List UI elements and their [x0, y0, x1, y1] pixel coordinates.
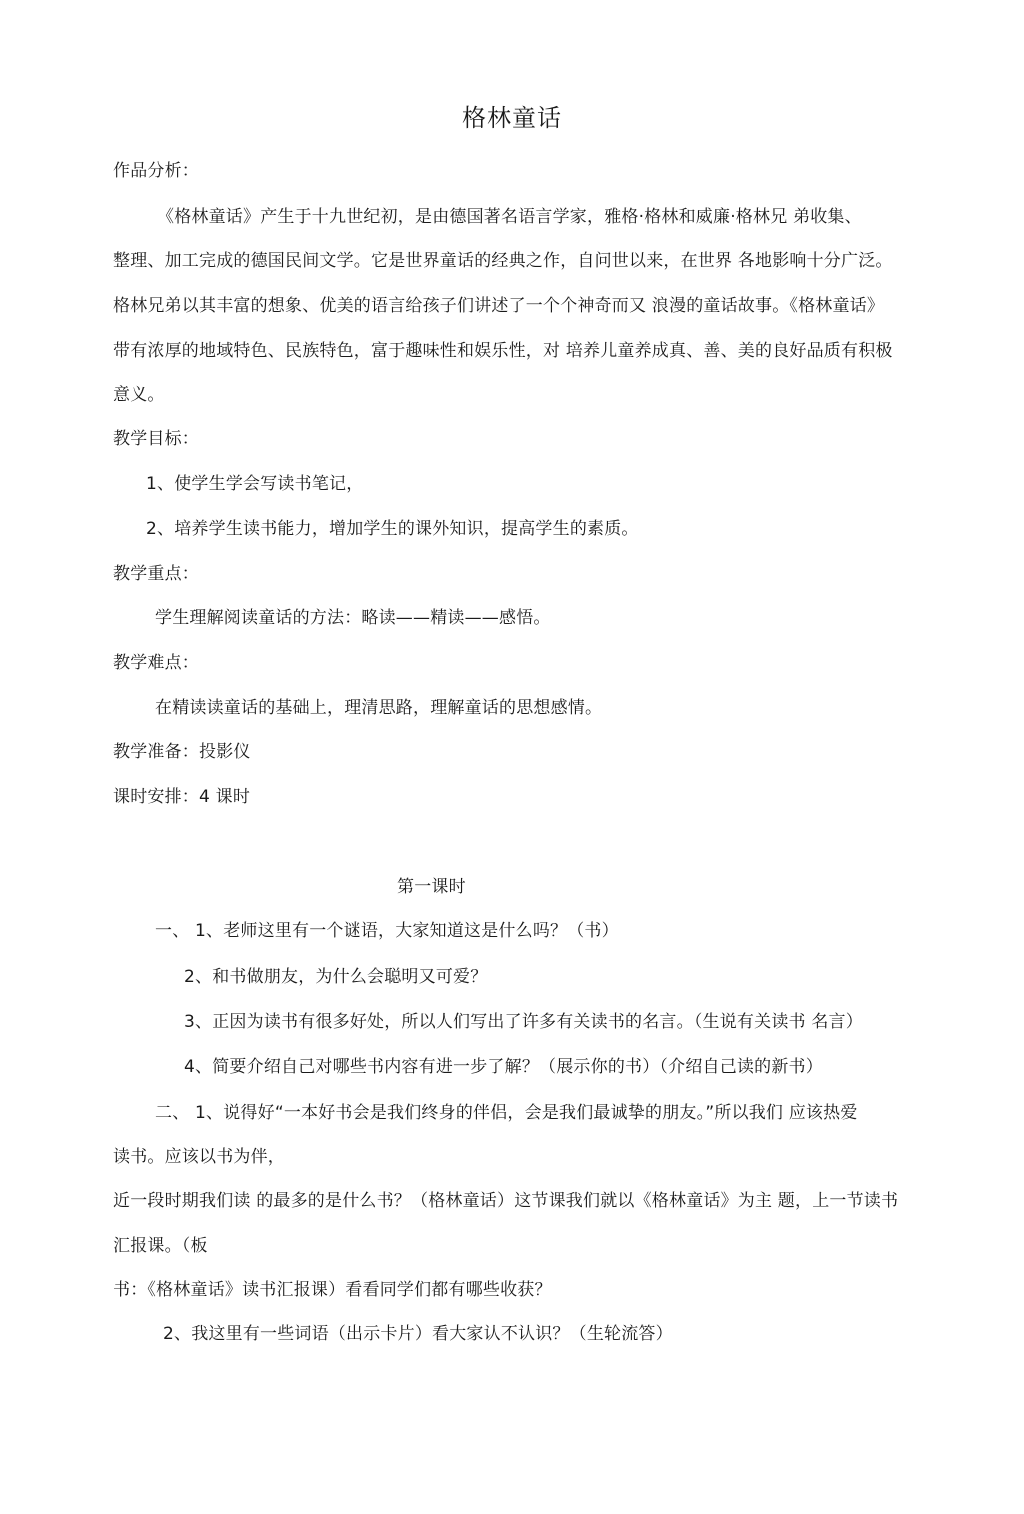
goals-label: 教学目标：: [113, 429, 199, 449]
part2-line-5: 书：《格林童话》读书汇报课）看看同学们都有哪些收获？: [113, 1280, 552, 1300]
analysis-line-3: 格林兄弟以其丰富的想象、优美的语言给孩子们讲述了一个个神奇而又 浪漫的童话故事。《格林童话》: [113, 296, 885, 316]
document-title: 格林童话: [462, 104, 562, 132]
part2-line-6: 2、我这里有一些词语（出示卡片）看大家认不认识？（生轮流答）: [163, 1324, 673, 1344]
lesson-heading: 第一课时: [397, 877, 466, 897]
analysis-line-1: 《格林童话》产生于十九世纪初，是由德国著名语言学家，雅格·格林和威廉·格林兄 弟收集、: [157, 207, 862, 227]
goal-item-1: 1、使学生学会写读书笔记，: [146, 474, 364, 494]
teaching-prep: 教学准备：投影仪: [113, 742, 251, 762]
class-schedule: 课时安排：4 课时: [113, 787, 251, 807]
difficulty-label: 教学难点：: [113, 653, 199, 673]
key-point-label: 教学重点：: [113, 564, 199, 584]
part2-line-4: 汇报课。（板: [113, 1236, 208, 1256]
part1-line-2: 2、和书做朋友，为什么会聪明又可爱？: [184, 967, 488, 987]
part1-line-1: 一、 1、老师这里有一个谜语，大家知道这是什么吗？（书）: [155, 921, 619, 941]
part1-line-3: 3、正因为读书有很多好处，所以人们写出了许多有关读书的名言。（生说有关读书 名言）: [184, 1012, 863, 1032]
analysis-line-5: 意义。: [113, 385, 165, 405]
analysis-label: 作品分析：: [113, 161, 199, 181]
difficulty-text: 在精读读童话的基础上，理清思路，理解童话的思想感情。: [155, 698, 603, 718]
part2-line-3: 近一段时期我们读 的最多的是什么书？（格林童话）这节课我们就以《格林童话》为主 题，上一节读书: [113, 1191, 899, 1211]
analysis-line-2: 整理、加工完成的德国民间文学。它是世界童话的经典之作，自问世以来，在世界 各地影响十分广泛。: [113, 251, 893, 271]
part1-line-4: 4、简要介绍自己对哪些书内容有进一步了解？（展示你的书）（介绍自己读的新书）: [184, 1057, 823, 1077]
goal-item-2: 2、培养学生读书能力，增加学生的课外知识，提高学生的素质。: [146, 519, 639, 539]
part2-line-2: 读书。应该以书为伴，: [113, 1147, 285, 1167]
key-point-text: 学生理解阅读童话的方法：略读——精读——感悟。: [155, 608, 551, 628]
analysis-line-4: 带有浓厚的地域特色、民族特色，富于趣味性和娱乐性，对 培养儿童养成真、善、美的良好品质有积极: [113, 341, 893, 361]
part2-line-1: 二、 1、说得好“一本好书会是我们终身的伴侣，会是我们最诚挚的朋友。”所以我们 应该热爱: [155, 1103, 858, 1123]
